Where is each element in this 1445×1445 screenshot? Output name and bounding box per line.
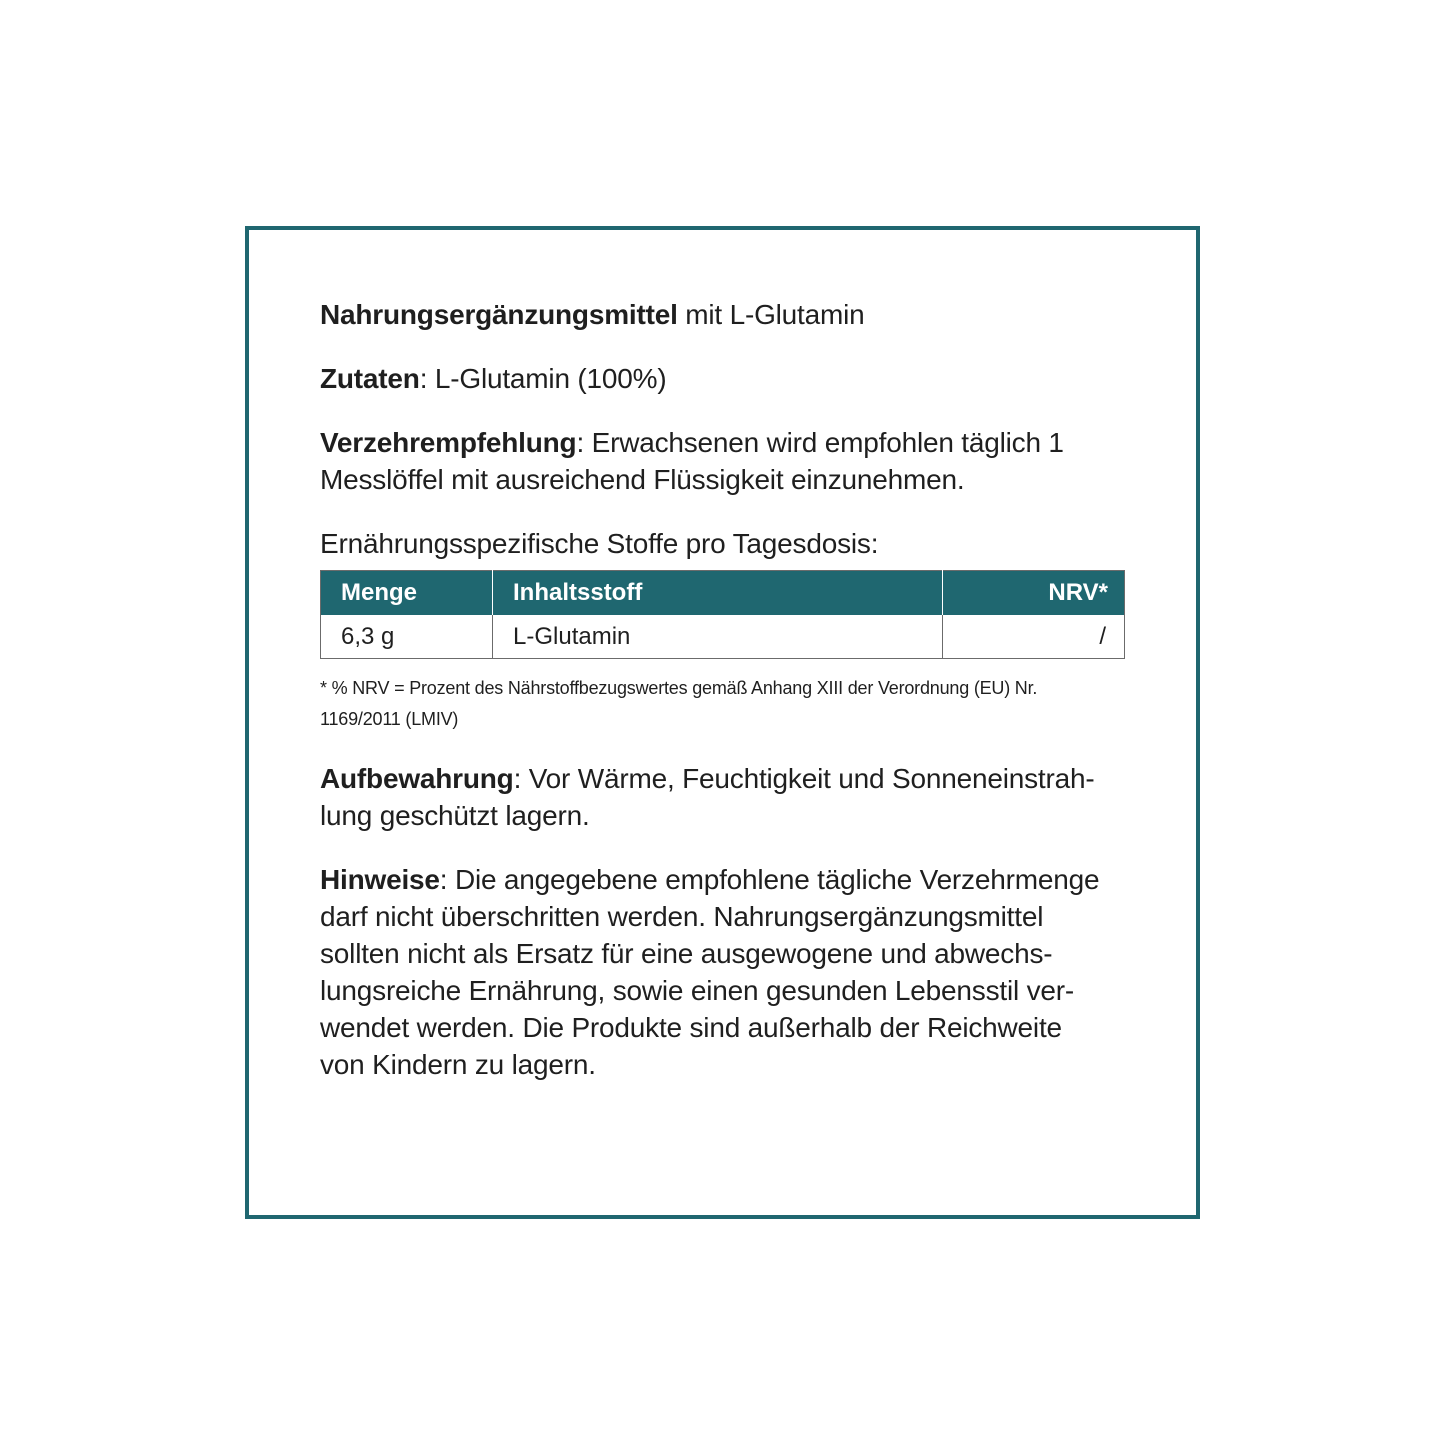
cell-amount: 6,3 g [321,615,493,659]
header-ingredient: Inhaltsstoff [493,571,943,616]
ingredients-label: Zutaten [320,363,420,394]
notes-line2: darf nicht überschritten werden. Nahrungsergänzungsmittel [320,901,1044,932]
recommendation-text-line1: : Erwachsenen wird empfohlen täglich 1 [576,427,1064,458]
ingredients-line [320,360,1120,397]
notes-paragraph [320,861,1120,1083]
notes-line3: sollten nicht als Ersatz für eine ausgewogene und abwechs- [320,938,1053,969]
label-content [320,296,1120,1083]
table-row [321,615,1125,659]
nutrition-table [320,570,1125,659]
footnote-line1: * % NRV = Prozent des Nährstoffbezugswertes gemäß Anhang XIII der Verordnung (EU) Nr. [320,678,1038,698]
notes-line5: wendet werden. Die Produkte sind außerhalb der Reichweite [320,1012,1062,1043]
cell-ingredient: L-Glutamin [493,615,943,659]
recommendation-label: Verzehrempfehlung [320,427,577,458]
notes-line6: von Kindern zu lagern. [320,1049,596,1080]
product-description [320,296,1120,333]
storage-label: Aufbewahrung [320,763,514,794]
product-type: Nahrungsergänzungsmittel [320,299,678,330]
table-header-row [321,571,1125,616]
notes-line4: lungsreiche Ernährung, sowie einen gesunden Lebensstil ver- [320,975,1075,1006]
notes-label: Hinweise [320,864,440,895]
notes-line1: : Die angegebene empfohlene tägliche Verzehrmenge [439,864,1100,895]
ingredients-text: : L-Glutamin (100%) [419,363,667,394]
storage-text-line2: lung geschützt lagern. [320,800,590,831]
header-nrv: NRV* [943,571,1125,616]
cell-nrv: / [1099,622,1106,650]
recommendation-text-line2: Messlöffel mit ausreichend Flüssigkeit einzunehmen. [320,464,965,495]
table-caption: Ernährungsspezifische Stoffe pro Tagesdosis: [320,528,879,559]
recommendation-paragraph [320,424,1120,498]
product-description-text: mit L-Glutamin [677,299,865,330]
nrv-footnote [320,673,1120,735]
storage-text-line1: : Vor Wärme, Feuchtigkeit und Sonneneinstrah- [513,763,1095,794]
footnote-line2: 1169/2011 (LMIV) [320,709,459,729]
header-amount: Menge [321,571,493,616]
storage-paragraph [320,760,1120,834]
